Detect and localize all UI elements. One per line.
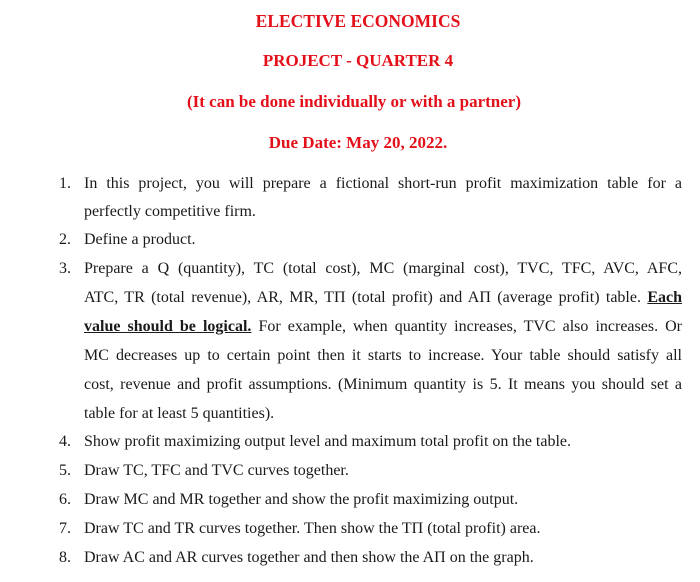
emphasis-text: value should be logical. [84, 318, 252, 335]
item-3-line-4: MC decreases up to certain point then it starts to increase. Your table should satisfy all [84, 347, 682, 364]
item-3-line-5: cost, revenue and profit assumptions. (Minimum quantity is 5. It means you should set a [84, 376, 682, 393]
item-2-line-1: Define a product. [84, 231, 196, 248]
due-date: Due Date: May 20, 2022. [268, 133, 448, 152]
item-3-line-2-text: ATC, TR (total revenue), AR, MR, TΠ (total profit) and AΠ (average profit) table. [84, 289, 641, 306]
item-5-line-1: Draw TC, TFC and TVC curves together. [84, 462, 349, 479]
item-number: 5. [59, 462, 71, 479]
item-3-line-2 [84, 288, 682, 308]
item-1-line-2: perfectly competitive firm. [84, 203, 256, 220]
item-3-line-3 [84, 317, 682, 337]
item-number: 8. [59, 549, 71, 566]
item-number: 2. [59, 231, 71, 248]
item-4-line-1: Show profit maximizing output level and maximum total profit on the table. [84, 433, 572, 450]
item-number: 1. [59, 175, 71, 192]
item-8-line-1: Draw AC and AR curves together and then show the AΠ on the graph. [84, 549, 534, 566]
item-3-line-3-text: For example, when quantity increases, TVC also increases. Or [258, 318, 683, 335]
item-6-line-1: Draw MC and MR together and show the profit maximizing output. [84, 491, 519, 508]
item-3-line-1: Prepare a Q (quantity), TC (total cost), MC (marginal cost), TVC, TFC, AVC, AFC, [84, 260, 682, 277]
item-1-line-1: In this project, you will prepare a fictional short-run profit maximization table for a [84, 175, 682, 192]
emphasis-text: Each [647, 289, 683, 306]
project-heading: PROJECT - QUARTER 4 [262, 51, 454, 70]
item-number: 7. [59, 520, 71, 537]
item-7-line-1: Draw TC and TR curves together. Then show the TΠ (total profit) area. [84, 520, 541, 537]
item-number: 4. [59, 433, 71, 450]
item-number: 3. [59, 260, 71, 277]
document-title: ELECTIVE ECONOMICS [255, 11, 461, 31]
partner-note: (It can be done individually or with a partner) [186, 92, 522, 111]
item-number: 6. [59, 491, 71, 508]
item-3-line-6: table for at least 5 quantities). [84, 405, 275, 422]
